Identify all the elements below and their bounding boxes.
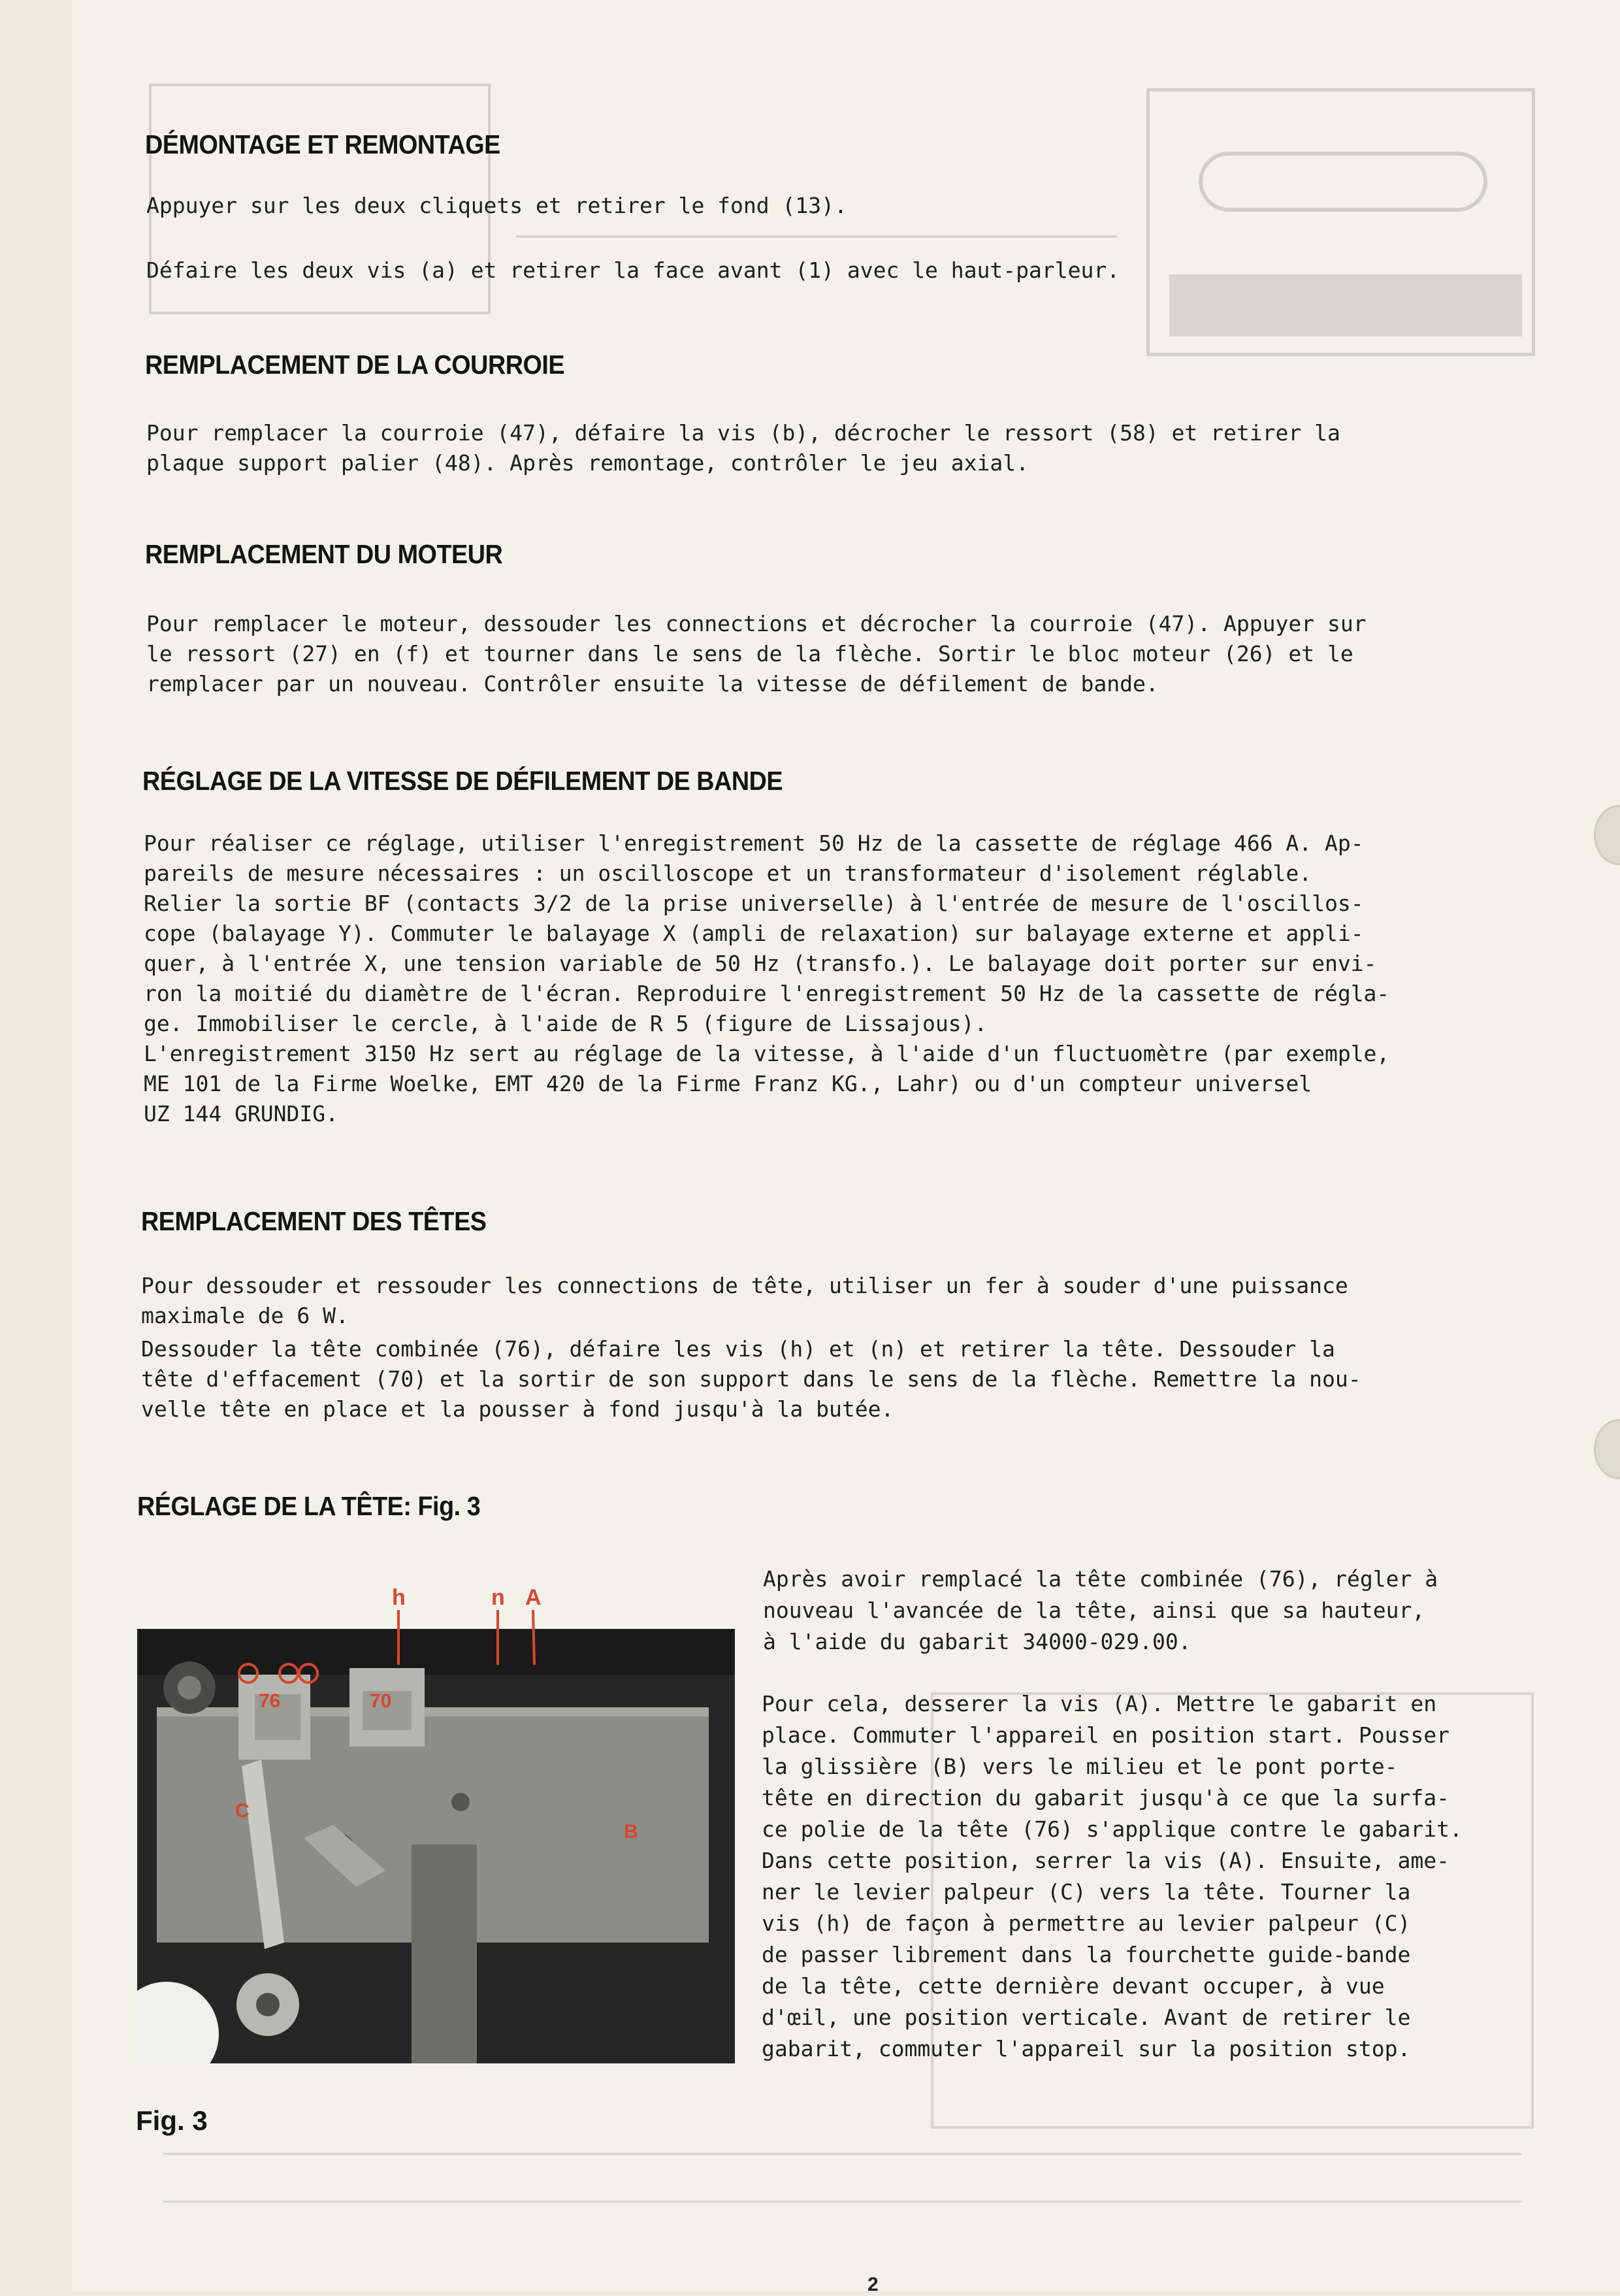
label-n: n — [491, 1585, 505, 1610]
para-demontage-1: Appuyer sur les deux cliquets et retirer le fond (13). — [146, 193, 847, 218]
para-tete-13: de passer librement dans la fourchette guide-bande — [762, 1942, 1411, 1967]
para-vitesse-9: ME 101 de la Firme Woelke, EMT 420 de la Firme Franz KG., Lahr) ou d'un compteur universel — [144, 1071, 1312, 1096]
para-moteur-2: le ressort (27) en (f) et tourner dans le sens de la flèche. Sortir le bloc moteur (26) et le — [146, 641, 1353, 666]
para-vitesse-8: L'enregistrement 3150 Hz sert au réglage de la vitesse, à l'aide d'un fluctuomètre (par exemple, — [144, 1041, 1390, 1066]
para-tete-10: Dans cette position, serrer la vis (A). Ensuite, ame- — [762, 1848, 1450, 1873]
figure-3-callouts — [366, 1581, 562, 1686]
heading-demontage: DÉMONTAGE ET REMONTAGE — [145, 129, 500, 159]
para-courroie-2: plaque support palier (48). Après remontage, contrôler le jeu axial. — [146, 450, 1029, 476]
para-vitesse-3: Relier la sortie BF (contacts 3/2 de la prise universelle) à l'entrée de mesure de l'oscillos- — [144, 891, 1364, 916]
para-tetes-3: Dessouder la tête combinée (76), défaire les vis (h) et (n) et retirer la tête. Dessouder la — [141, 1336, 1335, 1362]
figure-3-photo — [137, 1629, 735, 2063]
label-76: 76 — [259, 1690, 281, 1712]
heading-courroie: REMPLACEMENT DE LA COURROIE — [145, 350, 565, 380]
para-tete-8: tête en direction du gabarit jusqu'à ce que la surfa- — [762, 1785, 1450, 1811]
label-c: C — [235, 1800, 250, 1822]
plate-stem — [412, 1845, 477, 2063]
para-tete-7: la glissière (B) vers le milieu et le pont porte- — [762, 1754, 1398, 1779]
para-tetes-4: tête d'effacement (70) et la sortir de son support dans le sens de la flèche. Remettre la nou- — [141, 1366, 1361, 1392]
figure-caption: Fig. 3 — [136, 2105, 208, 2136]
para-tete-16: gabarit, commuter l'appareil sur la position stop. — [762, 2036, 1411, 2061]
heading-vitesse: RÉGLAGE DE LA VITESSE DE DÉFILEMENT DE BANDE — [142, 766, 783, 796]
para-demontage-2: Défaire les deux vis (a) et retirer la face avant (1) avec le haut-parleur. — [146, 257, 1120, 283]
heading-tetes: REMPLACEMENT DES TÊTES — [141, 1206, 487, 1236]
para-vitesse-7: ge. Immobiliser le cercle, à l'aide de R 5 (figure de Lissajous). — [144, 1011, 988, 1036]
heading-moteur: REMPLACEMENT DU MOTEUR — [145, 539, 503, 569]
label-h: h — [392, 1585, 406, 1610]
para-vitesse-2: pareils de mesure nécessaires : un oscilloscope et un transformateur d'isolement réglable. — [144, 861, 1312, 886]
bleedthrough-brand-oval — [1199, 152, 1487, 212]
heading-reglage-tete: RÉGLAGE DE LA TÊTE: Fig. 3 — [137, 1491, 481, 1521]
para-courroie-1: Pour remplacer la courroie (47), défaire la vis (b), décrocher le ressort (58) et retirer la — [146, 420, 1340, 446]
para-tete-14: de la tête, cette dernière devant occuper, à vue — [762, 1973, 1385, 1999]
label-b: B — [624, 1821, 638, 1843]
para-tetes-5: velle tête en place et la pousser à fond jusqu'à la butée. — [141, 1396, 894, 1422]
para-tete-11: ner le levier palpeur (C) vers la tête. Tourner la — [762, 1879, 1411, 1905]
para-tete-5: Pour cela, desserer la vis (A). Mettre le gabarit en — [762, 1691, 1437, 1716]
para-vitesse-10: UZ 144 GRUNDIG. — [144, 1101, 339, 1126]
para-moteur-3: remplacer par un nouveau. Contrôler ensuite la vitesse de défilement de bande. — [146, 671, 1159, 697]
para-tete-3: à l'aide du gabarit 34000-029.00. — [763, 1629, 1191, 1654]
para-vitesse-1: Pour réaliser ce réglage, utiliser l'enregistrement 50 Hz de la cassette de réglage 466 A. Ap- — [144, 830, 1364, 856]
para-vitesse-5: quer, à l'entrée X, une tension variable de 50 Hz (transfo.). Le balayage doit porter sur envi- — [144, 951, 1377, 976]
bleedthrough-footer-band — [163, 2153, 1522, 2203]
para-vitesse-4: cope (balayage Y). Commuter le balayage X (ampli de relaxation) sur balayage externe et appli- — [144, 921, 1364, 946]
label-70: 70 — [370, 1690, 392, 1712]
figure-3-drawing — [137, 1629, 735, 2063]
para-tete-2: nouveau l'avancée de la tête, ainsi que sa hauteur, — [763, 1598, 1425, 1623]
para-tete-6: place. Commuter l'appareil en position start. Pousser — [762, 1722, 1450, 1748]
para-tetes-2: maximale de 6 W. — [141, 1303, 349, 1328]
para-tete-1: Après avoir remplacé la tête combinée (76), régler à — [763, 1566, 1438, 1592]
para-tetes-1: Pour dessouder et ressouder les connections de tête, utiliser un fer à souder d'une puissance — [141, 1273, 1348, 1298]
leader-a — [533, 1610, 534, 1665]
page-number: 2 — [867, 2274, 879, 2295]
para-moteur-1: Pour remplacer le moteur, dessouder les connections et décrocher la courroie (47). Appuyer sur — [146, 611, 1367, 636]
label-a: A — [525, 1585, 542, 1610]
bleedthrough-service-block — [1169, 274, 1522, 336]
para-tete-9: ce polie de la tête (76) s'applique contre le gabarit. — [762, 1816, 1463, 1842]
para-tete-12: vis (h) de façon à permettre au levier palpeur (C) — [762, 1911, 1411, 1936]
para-tete-15: d'œil, une position verticale. Avant de retirer le — [762, 2005, 1411, 2030]
para-vitesse-6: ron la moitié du diamètre de l'écran. Reproduire l'enregistrement 50 Hz de la cassette de régla- — [144, 981, 1390, 1006]
